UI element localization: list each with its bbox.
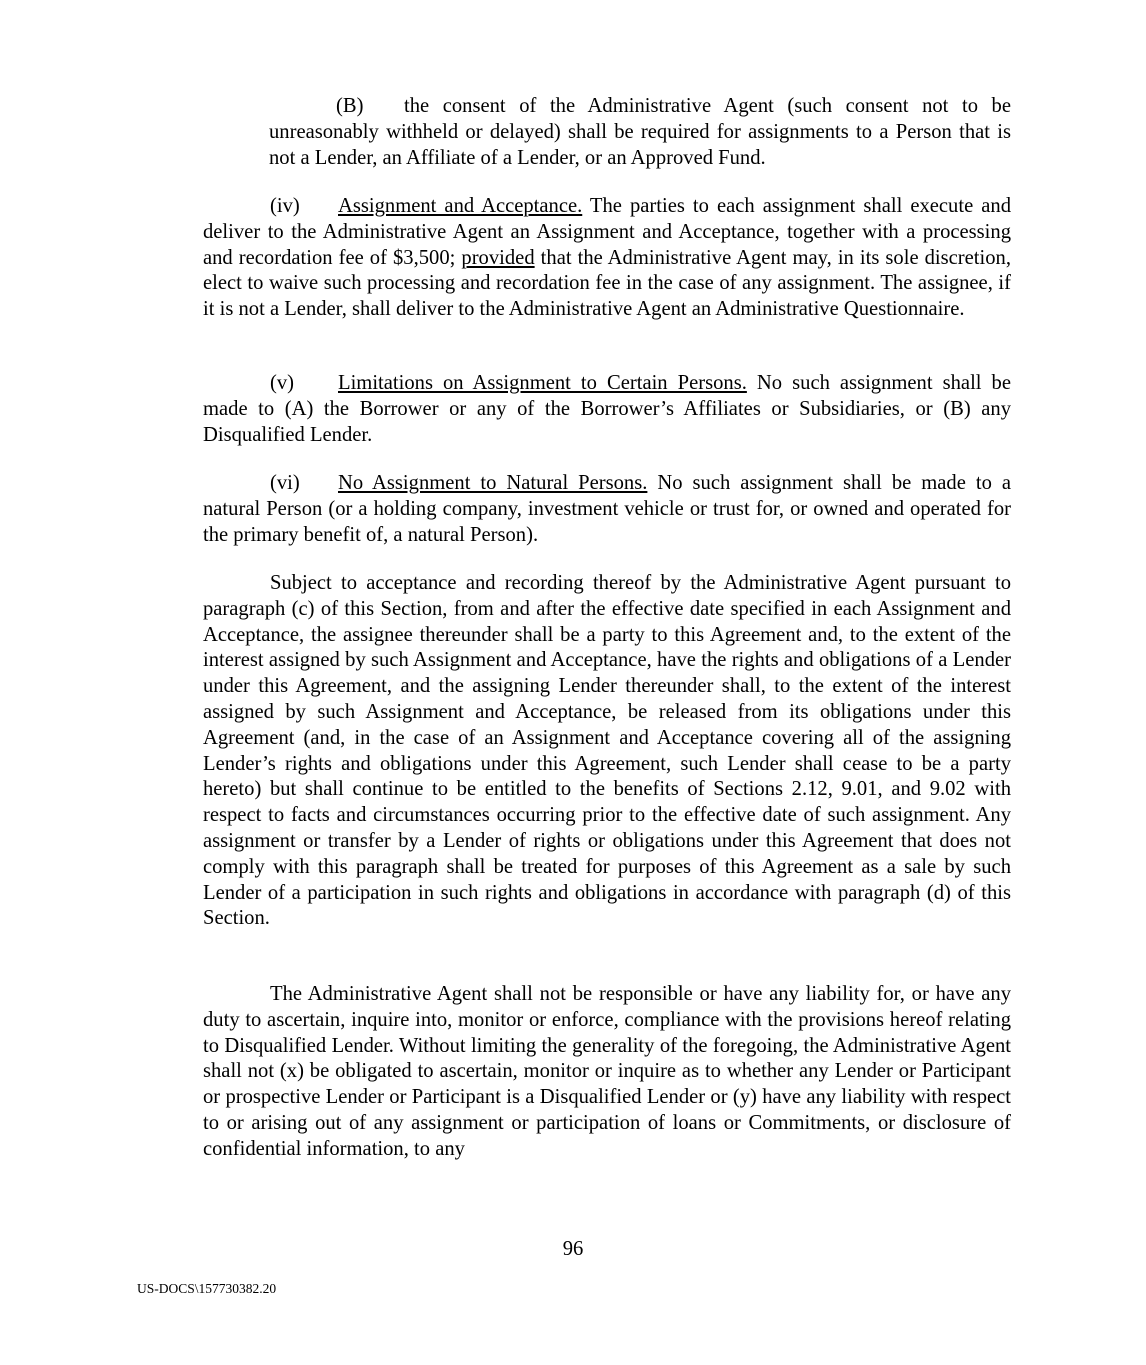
paragraph-b-text: the consent of the Administrative Agent (such consent not to be unreasonably withheld or delayed) shall be required for assignments to a Person that is not a Lender, an Affiliate of a Lender, or an Approved Fund. xyxy=(269,95,1011,169)
paragraph-vi xyxy=(203,471,1011,548)
paragraph-v-text: No such assignment shall be made to (A) the Borrower or any of the Borrower’s Affiliates or Subsidiaries, or (B) any Disqualified Lender. xyxy=(203,372,1011,446)
page-number: 96 xyxy=(562,1238,584,1260)
paragraph-administrative-agent-liability: The Administrative Agent shall not be responsible or have any liability for, or have any duty to ascertain, inquire into, monitor or enforce, compliance with the provisions hereof relating to Disqualified Lender. Without limiting the generality of the foregoing, the Administrative Agent shall not (x) be obligated to ascertain, monitor or inquire as to whether any Lender or Participant or prospective Lender or Participant is a Disqualified Lender or (y) have any liability with respect to or arising out of any assignment or participation of loans or Commitments, or disclosure of confidential information, to any xyxy=(203,983,1011,1160)
paragraph-iv xyxy=(203,194,1011,323)
paragraph-v-label: (v) xyxy=(270,372,295,394)
paragraph-vi-text: No such assignment shall be made to a natural Person (or a holding company, investment vehicle or trust for, or owned and operated for the primary benefit of, a natural Person). xyxy=(203,472,1011,546)
paragraph-b-label: (B) xyxy=(336,95,364,117)
paragraph-iv-text-2: that the Administrative Agent may, in its sole discretion, elect to waive such processing and recordation fee in the case of any assignment. The assignee, if it is not a Lender, shall deliver to the Administrative Agent an Administrative Questionnaire. xyxy=(203,246,1011,321)
paragraph-v xyxy=(203,371,1011,448)
paragraph-v-heading: Limitations on Assignment to Certain Persons. xyxy=(338,372,747,394)
document-id: US-DOCS\157730382.20 xyxy=(137,1281,277,1296)
paragraph-iv-provided: provided xyxy=(461,246,535,269)
paragraph-subject-to-acceptance: Subject to acceptance and recording thereof by the Administrative Agent pursuant to paragraph (c) of this Section, from and after the effective date specified in each Assignment and Acceptance, the assignee thereunder shall be a party to this Agreement and, to the extent of the interest assigned by such Assignment and Acceptance, have the rights and obligations of a Lender under this Agreement, and the assigning Lender thereunder shall, to the extent of the interest assigned by such Assignment and Acceptance, be released from its obligations under this Agreement (and, in the case of an Assignment and Acceptance covering all of the assigning Lender’s rights and obligations under this Agreement, such Lender shall cease to be a party hereto) but shall continue to be entitled to the benefits of Sections 2.12, 9.01, and 9.02 with respect to facts and circumstances occurring prior to the effective date of such assignment. Any assignment or transfer by a Lender of rights or obligations under this Agreement that does not comply with this paragraph shall be treated for purposes of this Agreement as a sale by such Lender of a participation in such rights and obligations in accordance with paragraph (d) of this Section. xyxy=(203,572,1011,930)
paragraph-iv-heading: Assignment and Acceptance. xyxy=(338,195,583,217)
paragraph-vi-label: (vi) xyxy=(270,472,300,494)
paragraph-iv-label: (iv) xyxy=(270,195,300,217)
paragraph-vi-heading: No Assignment to Natural Persons. xyxy=(338,472,648,494)
paragraph-b xyxy=(269,94,1011,171)
paragraph-iv-text-1: The parties to each assignment shall execute and deliver to the Administrative Agent an Assignment and Acceptance, together with a processing and recordation fee of $3,500; xyxy=(203,195,1011,269)
